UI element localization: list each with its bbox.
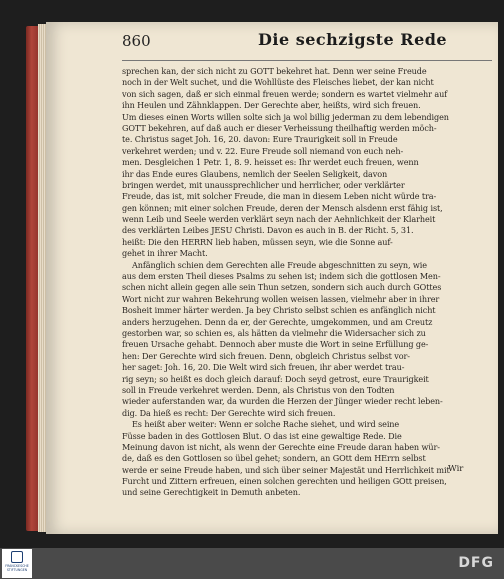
text-line: des verklärten Leibes JESU Christi. Davon es auch in B. der Richt. 5, 31. [122,225,414,236]
text-line: anders herzugehen. Denn da er, der Gerechte, umgekommen, und am Creutz [122,316,433,327]
text-line: Freude, das ist, mit solcher Freude, die man in diesem Leben nicht würde tra- [122,191,437,202]
running-title: Die sechzigste Rede [258,30,448,49]
text-line: von sich sagen, daß er sich einmal freuen werde; sondern es wartet vielmehr auf [122,88,448,99]
catchword: Wir [448,464,464,474]
text-line: de, daß es den Gottlosen so übel gehet; sondern, an GOtt dem HErrn selbst [122,453,426,464]
header-rule [122,60,492,61]
francke-logo-text: FRANCKESCHE STIFTUNGEN [5,564,29,572]
page-header [122,30,492,54]
text-line: men. Desgleichen 1 Petr. 1, 8. 9. heisset es: Ihr werdet euch freuen, wenn [122,157,419,168]
text-line: Anfänglich schien dem Gerechten alle Freude abgeschnitten zu seyn, wie [132,259,427,270]
text-line: wieder auferstanden war, da wurden die Herzen der Jünger wieder recht leben- [122,396,443,407]
text-line: heißt: Die den HERRN lieb haben, müssen seyn, wie die Sonne auf- [122,236,393,247]
text-line: sprechen kan, der sich nicht zu GOTT bekehret hat. Denn wer seine Freude [122,66,427,76]
text-line: schen nicht allein gegen alle sein Thun setzen, sondern sich auch durch GOttes [122,282,442,293]
text-line: wenn Leib und Seele werden verklärt seyn nach der Aehnlichkeit der Klarheit [122,214,436,225]
text-line: Füsse baden in des Gottlosen Blut. O das ist eine gewaltige Rede. Die [122,430,402,441]
text-line: hen: Der Gerechte wird sich freuen. Denn, obgleich Christus selbst vor- [122,350,410,361]
text-line: Um dieses einen Worts willen solte sich ja wol billig jederman zu dem lebendigen [122,111,449,122]
text-line: dig. Da hieß es recht: Der Gerechte wird sich freuen. [122,407,336,418]
text-line: ihr das Ende eures Glaubens, nemlich der Seelen Seligkeit, davon [122,168,388,179]
text-line: Meinung davon ist nicht, als wenn der Gerechte eine Freude daran haben wür- [122,441,440,452]
dfg-logo: DFG [458,555,494,571]
viewer-footer [0,548,504,579]
text-line: werde er seine Freude haben, und sich über seiner Majestät und Herrlichkeit mit [122,464,450,475]
text-line: noch in der Welt suchet, und die Wohllüste des Fleisches liebet, der kan nicht [122,77,434,88]
text-line: aus dem ersten Theil dieses Psalms zu sehen ist; indem sich die gottlosen Men- [122,271,441,282]
text-line: bringen werdet, mit unaussprechlicher und herrlicher, oder verklärter [122,179,405,190]
page-number: 860 [122,32,151,50]
text-line: gehet in ihrer Macht. [122,248,208,259]
text-line: gestorben war, so schien es, als hätten da vielmehr die Widersacher sich zu [122,327,426,338]
text-line: gen können; mit einer solchen Freude, deren der Mensch alsdenn erst fähig ist, [122,202,443,213]
emblem-icon [11,551,23,563]
text-line: rig seyn; so heißt es doch gleich darauf: Doch seyd getrost, eure Traurigkeit [122,373,429,384]
text-line: soll in Freude verkehret werden. Denn, als Christus von den Todten [122,384,395,395]
body-text [122,66,492,499]
text-line: und seine Gerechtigkeit in Demuth anbeten. [122,487,301,498]
text-line: te. Christus saget Joh. 16, 20. davon: Eure Traurigkeit soll in Freude [122,134,398,145]
text-line: GOTT bekehren, auf daß auch er dieser Verheissung theilhaftig werden möch- [122,122,437,133]
text-line: Es heißt aber weiter: Wenn er solche Rache siehet, und wird seine [132,419,400,430]
text-line: verkehret werden; und v. 22. Eure Freude soll niemand von euch neh- [122,145,404,156]
text-line: Wort nicht zur wahren Bekehrung wollen weisen lassen, vielmehr aber in ihrer [122,293,440,304]
text-line: Bosheit immer härter werden. Ja bey Christo selbst schien es anfänglich nicht [122,305,436,316]
text-line: ihn Heulen und Zähnklappen. Der Gerechte aber, heißts, wird sich freuen. [122,100,421,111]
text-line: freuen Ursache gehabt. Dennoch aber muste die Wort in seine Erfüllung ge- [122,339,429,350]
text-line: her saget: Joh. 16, 20. Die Welt wird sich freuen, ihr aber werdet trau- [122,362,405,373]
francke-logo [2,549,32,578]
text-line: Furcht und Zittern erfreuen, einen solchen gerechten und heiligen GOtt preisen, [122,476,447,487]
